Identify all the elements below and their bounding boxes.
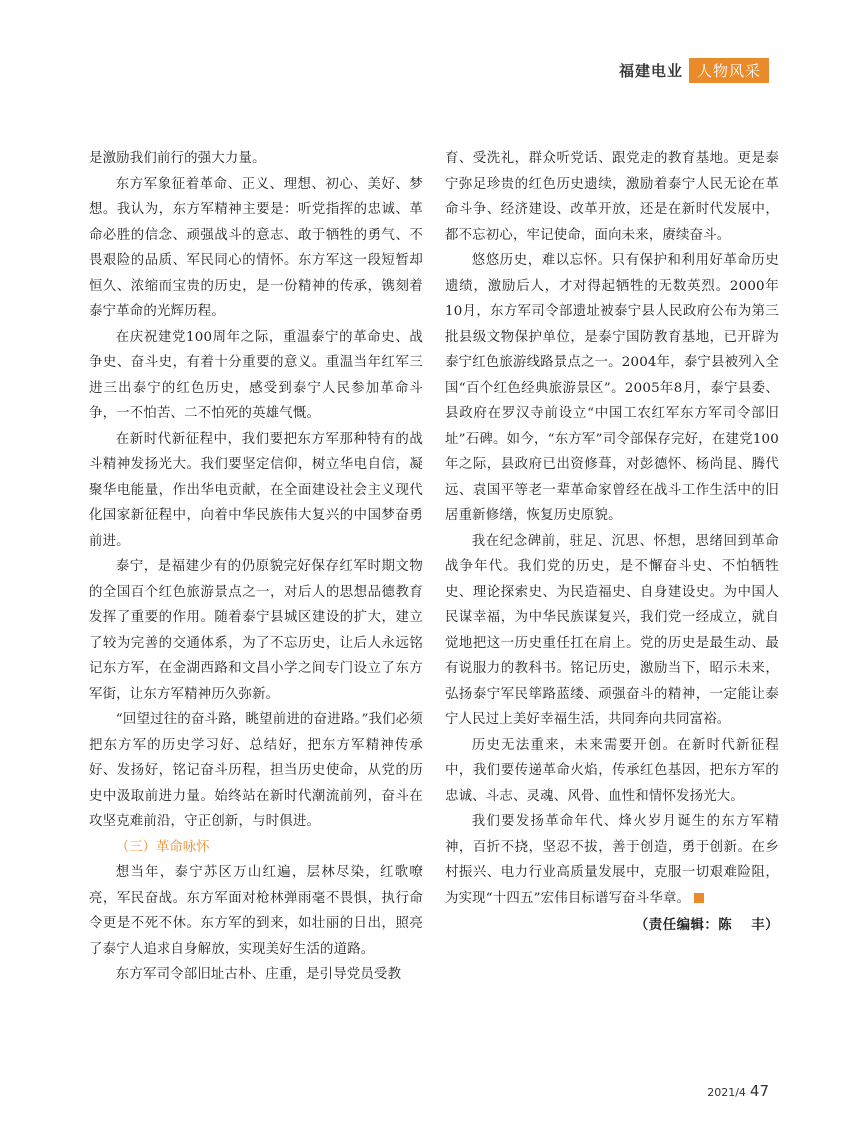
paragraph: 在新时代新征程中，我们要把东方军那种特有的战斗精神发扬光大。我们要坚定信仰，树立华电自信，凝聚华电能量，作出华电贡献，在全面建设社会主义现代化国家新征程中，向着中华民族伟大复兴的中国梦奋勇前进。 xyxy=(89,431,423,549)
paragraph: 我在纪念碑前，驻足、沉思、怀想，思绪回到革命战争年代。我们党的历史，是不懈奋斗史、不怕牺牲史、理论探索史、为民造福史、自身建设史。为中国人民谋幸福，为中华民族谋复兴，我们党一经成立，就自觉地把这一历史重任扛在肩上。党的历史是最生动、最有说服力的教科书。铭记历史，激励当下，昭示未来，弘扬泰宁军民筚路蓝缕、顽强奋斗的精神，一定能让泰宁人民过上美好幸福生活，共同奔向共同富裕。 xyxy=(445,533,779,727)
paragraph: 悠悠历史，难以忘怀。只有保护和利用好革命历史遗绩，激励后人，才对得起牺牲的无数英烈。2000年10月，东方军司令部遗址被泰宁县人民政府公布为第三批县级文物保护单位，是泰宁国防教育基地，已开辟为泰宁红色旅游线路景点之一。2004年，泰宁县被列入全国“百个红色经典旅游景区”。2005年8月，泰宁县委、县政府在罗汉寺前设立“中国工农红军东方军司令部旧址”石碑。如今，“东方军”司令部保存完好，在建党100年之际，县政府已出资修葺，对彭德怀、杨尚昆、腾代远、袁国平等老一辈革命家曾经在战斗工作生活中的旧居重新修缮，恢复历史原貌。 xyxy=(445,253,779,523)
publication-name: 福建电业 xyxy=(618,61,683,80)
left-column xyxy=(89,146,423,988)
issue-number: 2021/4 xyxy=(707,1086,746,1099)
paragraph: 东方军象征着革命、正义、理想、初心、美好、梦想。我认为，东方军精神主要是：听党指挥的忠诚、革命必胜的信念、顽强战斗的意志、敢于牺牲的勇气、不畏艰险的品质、军民同心的情怀。东方军这一段短暂却恒久、浓缩而宝贵的历史，是一份精神的传承，镌刻着泰宁革命的光辉历程。 xyxy=(89,176,423,319)
section-subheading: （三）革命咏怀 xyxy=(115,839,210,855)
paragraph: 育、受洗礼，群众听党话、跟党走的教育基地。更是泰宁弥足珍贵的红色历史遗续，激励着泰宁人民无论在革命斗争、经济建设、改革开放，还是在新时代发展中，都不忘初心，牢记使命，面向未来，赓续奋斗。 xyxy=(445,151,779,243)
right-column xyxy=(445,146,779,939)
paragraph: 在庆祝建党100周年之际，重温泰宁的革命史、战争史、奋斗史，有着十分重要的意义。重温当年红军三进三出泰宁的红色历史，感受到泰宁人民参加革命斗争，一不怕苦、二不怕死的英雄气慨。 xyxy=(89,329,423,421)
end-square-icon xyxy=(694,893,704,903)
paragraph: 想当年，泰宁苏区万山红遍，层林尽染，红歌嘹亮，军民奋战。东方军面对枪林弹雨毫不畏惧，执行命令更是不死不休。东方军的到来，如壮丽的日出，照亮了泰宁人追求自身解放，实现美好生活的道路。 xyxy=(89,865,423,957)
paragraph: 是激励我们前行的强大力量。 xyxy=(89,151,266,166)
paragraph: 东方军司令部旧址古朴、庄重，是引导党员受教 xyxy=(115,967,402,982)
paragraph: 历史无法重来，未来需要开创。在新时代新征程中，我们要传递革命火焰，传承红色基因，把东方军的忠诚、斗志、灵魂、风骨、血性和情怀发扬光大。 xyxy=(445,737,779,804)
paragraph-final xyxy=(445,809,779,911)
paragraph: 泰宁，是福建少有的仍原貌完好保存红军时期文物的全国百个红色旅游景点之一，对后人的思想品德教育发挥了重要的作用。随着泰宁县城区建设的扩大，建立了较为完善的交通体系，为了不忘历史，让后人永远铭记东方军，在金湖西路和文昌小学之间专门设立了东方军街，让东方军精神历久弥新。 xyxy=(89,559,423,702)
page-header xyxy=(619,58,769,82)
editor-credit: （责任编辑：陈 丰） xyxy=(634,918,779,933)
paragraph-text: 我们要发扬革命年代、烽火岁月诞生的东方军精神，百折不挠，坚忍不拔，善于创造，勇于创新。在乡村振兴、电力行业高质量发展中，克服一切艰难险阻，为实现“十四五”宏伟目标谱写奋斗华章。 xyxy=(445,814,779,906)
page-number: 47 xyxy=(749,1082,769,1100)
paragraph: “回望过往的奋斗路，眺望前进的奋进路。”我们必须把东方军的历史学习好、总结好，把东方军精神传承好、发扬好，铭记奋斗历程，担当历史使命，从党的历史中汲取前进力量。始终站在新时代潮流前列，奋斗在攻坚克难前沿，守正创新，与时俱进。 xyxy=(89,712,423,829)
page-footer xyxy=(707,1082,769,1100)
section-label: 人物风采 xyxy=(689,58,769,83)
